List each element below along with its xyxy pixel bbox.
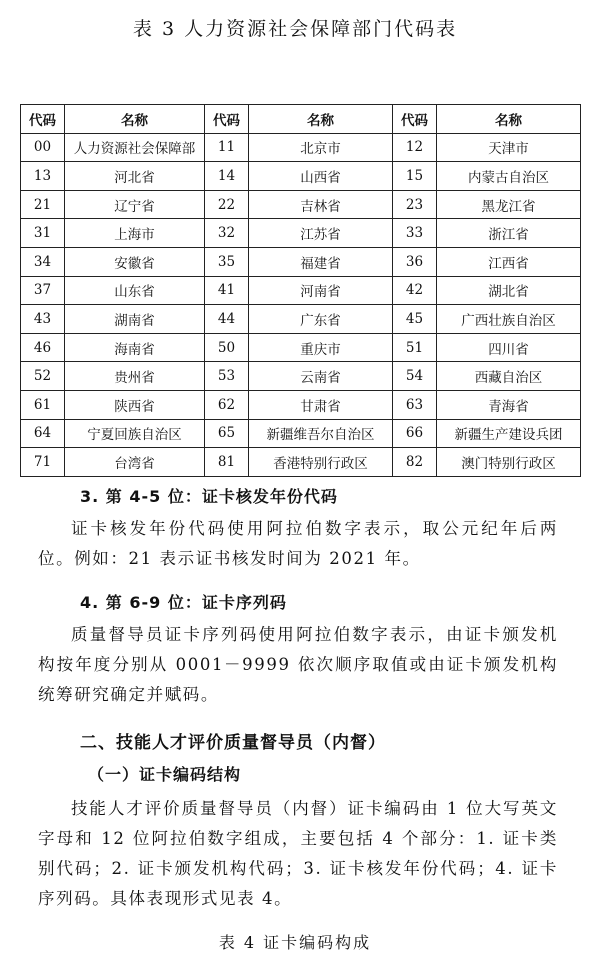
table-cell-code: 61 xyxy=(21,390,65,419)
table-cell-code: 15 xyxy=(393,162,437,191)
table-cell-name: 天津市 xyxy=(437,133,581,162)
table-cell-name: 安徽省 xyxy=(65,247,205,276)
table-cell-code: 36 xyxy=(393,247,437,276)
table-cell-code: 37 xyxy=(21,276,65,305)
table-cell-name: 人力资源社会保障部 xyxy=(65,133,205,162)
table-cell-code: 14 xyxy=(205,162,249,191)
table-cell-name: 新疆生产建设兵团 xyxy=(437,419,581,448)
table-cell-name: 湖南省 xyxy=(65,305,205,334)
table-cell-code: 65 xyxy=(205,419,249,448)
table-row xyxy=(21,448,581,477)
table-4-caption: 表 4 证卡编码构成 xyxy=(218,933,372,952)
table-cell-name: 上海市 xyxy=(65,219,205,248)
table-cell-code: 45 xyxy=(393,305,437,334)
section-4-text: 质量督导员证卡序列码使用阿拉伯数字表示，由证卡颁发机构按年度分别从 0001－9999 依次顺序取值或由证卡颁发机构统筹研究确定并赋码。 xyxy=(38,625,558,704)
table-cell-code: 42 xyxy=(393,276,437,305)
table-cell-code: 53 xyxy=(205,362,249,391)
table-cell-code: 64 xyxy=(21,419,65,448)
table-cell-name: 新疆维吾尔自治区 xyxy=(249,419,393,448)
table-cell-name: 西藏自治区 xyxy=(437,362,581,391)
table-cell-name: 四川省 xyxy=(437,333,581,362)
table-cell-name: 重庆市 xyxy=(249,333,393,362)
table-row xyxy=(21,247,581,276)
table-cell-code: 41 xyxy=(205,276,249,305)
table-cell-name: 福建省 xyxy=(249,247,393,276)
table-cell-name: 江西省 xyxy=(437,247,581,276)
table-header-row xyxy=(21,105,581,134)
table-cell-name: 湖北省 xyxy=(437,276,581,305)
table-cell-code: 23 xyxy=(393,190,437,219)
table-cell-name: 江苏省 xyxy=(249,219,393,248)
table-cell-name: 河北省 xyxy=(65,162,205,191)
table-cell-name: 海南省 xyxy=(65,333,205,362)
table-cell-code: 63 xyxy=(393,390,437,419)
part-2-text: 技能人才评价质量督导员（内督）证卡编码由 1 位大写英文字母和 12 位阿拉伯数字组成，主要包括 4 个部分：1. 证卡类别代码；2. 证卡颁发机构代码；3. 证卡核发年份代码；4. 证卡序列码。具体表现形式见表 4。 xyxy=(38,799,558,908)
table-cell-name: 广东省 xyxy=(249,305,393,334)
table-row xyxy=(21,276,581,305)
table-cell-name: 陕西省 xyxy=(65,390,205,419)
section-3-heading: 3. 第 4-5 位：证卡核发年份代码 xyxy=(80,487,338,506)
table-row xyxy=(21,305,581,334)
header-name: 名称 xyxy=(249,105,393,134)
table-cell-code: 00 xyxy=(21,133,65,162)
table-cell-name: 贵州省 xyxy=(65,362,205,391)
table-cell-code: 32 xyxy=(205,219,249,248)
table-cell-code: 71 xyxy=(21,448,65,477)
table-row xyxy=(21,133,581,162)
table-cell-name: 云南省 xyxy=(249,362,393,391)
table-cell-name: 台湾省 xyxy=(65,448,205,477)
table-cell-code: 22 xyxy=(205,190,249,219)
table-cell-name: 北京市 xyxy=(249,133,393,162)
table-cell-code: 35 xyxy=(205,247,249,276)
table-cell-code: 11 xyxy=(205,133,249,162)
department-code-table xyxy=(20,104,581,477)
table-cell-name: 辽宁省 xyxy=(65,190,205,219)
table-cell-code: 34 xyxy=(21,247,65,276)
table-cell-code: 43 xyxy=(21,305,65,334)
table-cell-code: 54 xyxy=(393,362,437,391)
table-cell-name: 山东省 xyxy=(65,276,205,305)
table-cell-name: 山西省 xyxy=(249,162,393,191)
table-cell-name: 青海省 xyxy=(437,390,581,419)
table-cell-code: 46 xyxy=(21,333,65,362)
table-3-title: 表 3 人力资源社会保障部门代码表 xyxy=(132,18,458,40)
table-cell-code: 62 xyxy=(205,390,249,419)
table-cell-code: 12 xyxy=(393,133,437,162)
table-cell-code: 81 xyxy=(205,448,249,477)
table-cell-code: 51 xyxy=(393,333,437,362)
table-cell-name: 广西壮族自治区 xyxy=(437,305,581,334)
header-code: 代码 xyxy=(21,105,65,134)
table-cell-name: 吉林省 xyxy=(249,190,393,219)
table-cell-code: 21 xyxy=(21,190,65,219)
table-row xyxy=(21,190,581,219)
table-row xyxy=(21,162,581,191)
table-row xyxy=(21,219,581,248)
table-cell-name: 香港特别行政区 xyxy=(249,448,393,477)
header-code: 代码 xyxy=(393,105,437,134)
table-cell-code: 52 xyxy=(21,362,65,391)
table-cell-code: 33 xyxy=(393,219,437,248)
table-cell-code: 82 xyxy=(393,448,437,477)
table-cell-name: 河南省 xyxy=(249,276,393,305)
table-cell-name: 宁夏回族自治区 xyxy=(65,419,205,448)
table-cell-code: 13 xyxy=(21,162,65,191)
table-cell-code: 44 xyxy=(205,305,249,334)
table-cell-name: 澳门特别行政区 xyxy=(437,448,581,477)
part-2-heading: 二、技能人才评价质量督导员（内督） xyxy=(80,733,386,753)
section-3-text: 证卡核发年份代码使用阿拉伯数字表示，取公元纪年后两位。例如：21 表示证书核发时间为 2021 年。 xyxy=(38,519,558,568)
header-code: 代码 xyxy=(205,105,249,134)
header-name: 名称 xyxy=(437,105,581,134)
table-cell-name: 黑龙江省 xyxy=(437,190,581,219)
table-row xyxy=(21,333,581,362)
table-cell-name: 甘肃省 xyxy=(249,390,393,419)
table-cell-code: 31 xyxy=(21,219,65,248)
header-name: 名称 xyxy=(65,105,205,134)
section-4-heading: 4. 第 6-9 位：证卡序列码 xyxy=(80,593,287,612)
table-cell-code: 66 xyxy=(393,419,437,448)
part-2-sub-heading: （一）证卡编码结构 xyxy=(88,765,242,784)
table-cell-code: 50 xyxy=(205,333,249,362)
table-row xyxy=(21,419,581,448)
table-cell-name: 内蒙古自治区 xyxy=(437,162,581,191)
table-row xyxy=(21,362,581,391)
table-cell-name: 浙江省 xyxy=(437,219,581,248)
table-row xyxy=(21,390,581,419)
